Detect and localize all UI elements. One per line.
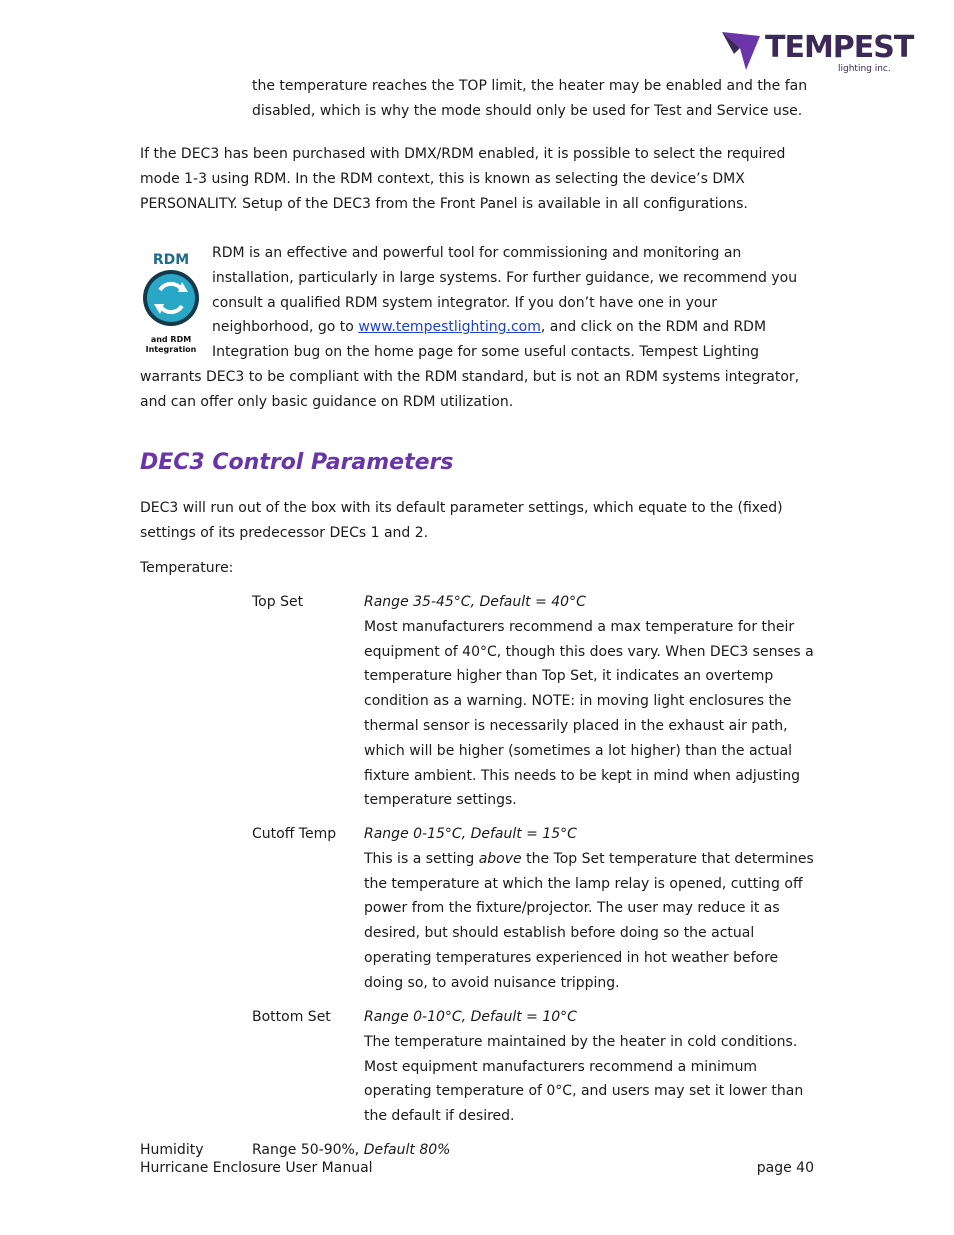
- temperature-label: Temperature:: [140, 560, 234, 576]
- dmx-paragraph: If the DEC3 has been purchased with DMX/RDM enabled, it is possible to select the required mode 1-3 using RDM. In the RDM context, this is known as selecting the device’s DMX PERSONALITY. Setup of the DEC3 from the Front Panel is available in all configurations.: [140, 146, 786, 212]
- param-label-cutoff-temp: Cutoff Temp: [252, 826, 337, 842]
- cutoff-desc-emphasis: above: [478, 850, 522, 867]
- intro-continued: the temperature reaches the TOP limit, the heater may be enabled and the fan disabled, which is why the mode should only be used for Test and Service use.: [252, 78, 808, 119]
- param-bottom-set: [364, 1005, 816, 1129]
- tempest-logo-mark: [720, 30, 762, 72]
- rdm-paragraph-text: [140, 241, 816, 415]
- cutoff-desc-post: the Top Set temperature that determines the temperature at which the lamp relay is opened, cutting off power from the fixture/projector. The user may reduce it as desired, but should establish before doing so the actual operating temperatures experienced in hot weather before doing so, to avoid nuisance tripping.: [364, 850, 814, 991]
- param-description-bottom-set: The temperature maintained by the heater in cold conditions. Most equipment manufacturers recommend a minimum operating temperature of 0°C, and users may set it lower than the default if desired.: [364, 1033, 804, 1125]
- section-intro: DEC3 will run out of the box with its default parameter settings, which equate to the (fixed) settings of its predecessor DECs 1 and 2.: [140, 500, 783, 541]
- rdm-text-before-link: RDM is an effective and powerful tool for commissioning and monitoring an installation, particularly in large systems. For further guidance, we recommend you consult a qualified RDM system integrator. If you don’t have one in your neighborhood, go to: [212, 245, 798, 336]
- param-range-top-set: Range 35-45°C, Default = 40°C: [364, 594, 586, 610]
- tempest-logo-wordmark: TEMPEST: [765, 30, 914, 65]
- rdm-icon-bottom-text-2: Integration: [145, 345, 197, 354]
- param-label-bottom-set: Bottom Set: [252, 1009, 331, 1025]
- humidity-default: Default 80%: [363, 1142, 451, 1158]
- section-heading: DEC3 Control Parameters: [140, 450, 454, 475]
- footer-page-number: page 40: [756, 1160, 814, 1176]
- tempest-website-link[interactable]: www.tempestlighting.com: [358, 319, 541, 336]
- rdm-icon-spacer: [140, 241, 212, 361]
- humidity-label: Humidity: [140, 1142, 204, 1158]
- param-range-cutoff-temp: Range 0-15°C, Default = 15°C: [364, 826, 577, 842]
- tempest-logo-subtitle: lighting inc.: [838, 64, 891, 74]
- param-description-cutoff-temp: [364, 847, 816, 996]
- param-label-top-set: Top Set: [252, 594, 304, 610]
- humidity-range: Range 50-90%,: [252, 1142, 364, 1158]
- rdm-text-after-link: , and click on the RDM and RDM Integration bug on the home page for some useful contacts. Tempest Lighting warrants DEC3 to be compliant with the RDM standard, but is not an RDM systems integrator, and can offer only basic guidance on RDM utilization.: [140, 319, 800, 410]
- param-range-bottom-set: Range 0-10°C, Default = 10°C: [364, 1009, 577, 1025]
- rdm-icon-top-text: RDM: [152, 252, 190, 268]
- param-cutoff-temp: [364, 822, 816, 996]
- cutoff-desc-pre: This is a setting: [364, 850, 479, 867]
- footer-title: Hurricane Enclosure User Manual: [140, 1160, 373, 1176]
- rdm-icon-bottom-text-1: and RDM: [150, 335, 192, 344]
- param-top-set: [364, 590, 816, 813]
- param-description-top-set: Most manufacturers recommend a max temperature for their equipment of 40°C, though this does vary. When DEC3 senses a temperature higher than Top Set, it indicates an overtemp condition as a warning. NOTE: in moving light enclosures the thermal sensor is necessarily placed in the exhaust air path, which will be higher (sometimes a lot higher) than the actual fixture ambient. This needs to be kept in mind when adjusting temperature settings.: [364, 618, 814, 809]
- rdm-paragraph: [140, 241, 816, 415]
